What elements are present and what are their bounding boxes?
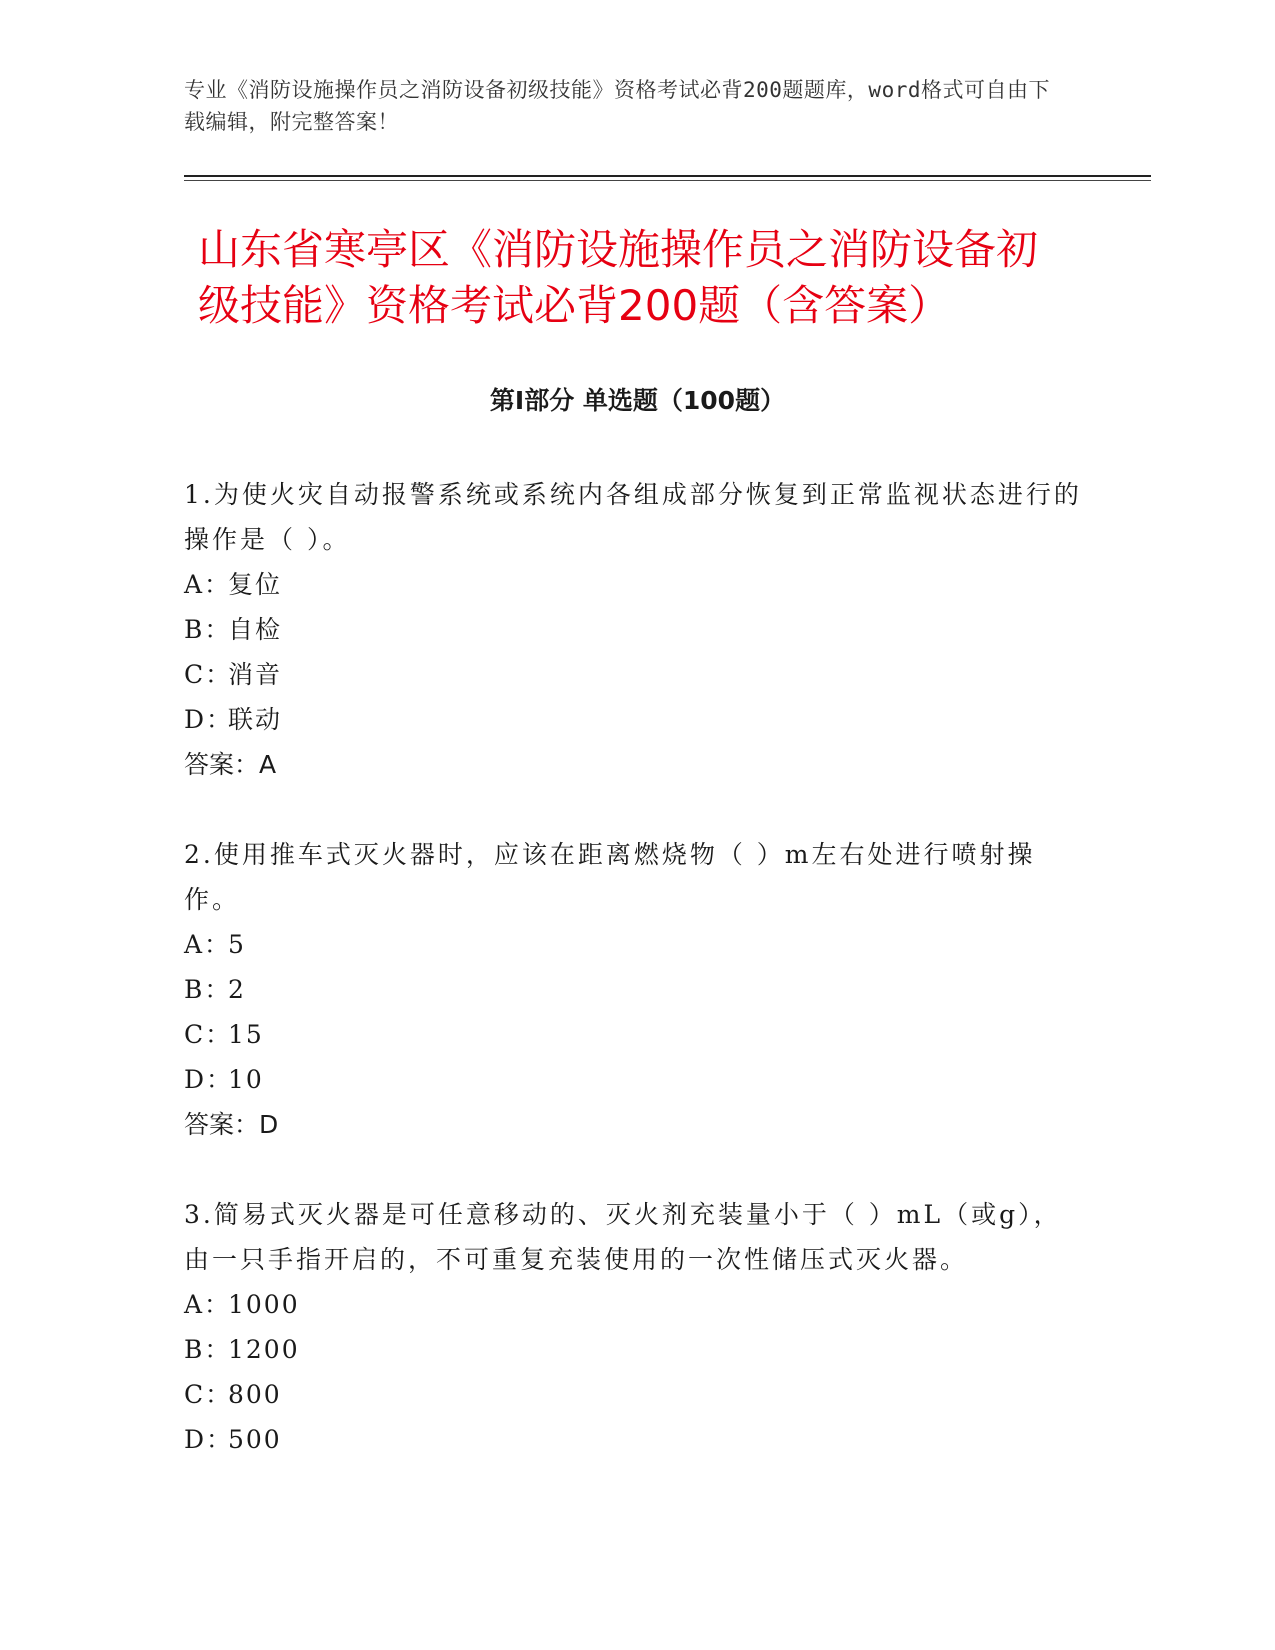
option-text: 1200 — [228, 1335, 300, 1364]
answer-value: D — [259, 1110, 279, 1139]
header-divider-thin — [184, 180, 1151, 181]
header-divider-thick — [184, 175, 1151, 177]
option-key: A： — [184, 1290, 232, 1319]
option-c — [184, 1012, 1084, 1057]
answer-value: A — [259, 750, 277, 779]
option-text: 15 — [228, 1020, 264, 1049]
option-text: 800 — [228, 1380, 282, 1409]
document-title: 山东省寒亭区《消防设施操作员之消防设备初级技能》资格考试必背200题（含答案） — [198, 225, 1039, 330]
question-stem: 2.使用推车式灭火器时，应该在距离燃烧物（ ）m左右处进行喷射操作。 — [184, 840, 1036, 914]
option-key: A： — [184, 570, 232, 599]
question-list — [184, 472, 1084, 1507]
option-d — [184, 697, 1084, 742]
option-d — [184, 1057, 1084, 1102]
option-text: 500 — [228, 1425, 282, 1454]
answer-label: 答案： — [184, 750, 260, 779]
question-1 — [184, 472, 1084, 787]
option-c — [184, 1372, 1084, 1417]
question-stem: 3.简易式灭火器是可任意移动的、灭火剂充装量小于（ ）mL（或g），由一只手指开启的，不可重复充装使用的一次性储压式灭火器。 — [184, 1200, 1062, 1274]
option-key: B： — [184, 615, 232, 644]
answer-label: 答案： — [184, 1110, 260, 1139]
question-stem: 1.为使火灾自动报警系统或系统内各组成部分恢复到正常监视状态进行的操作是（ ）。 — [184, 480, 1082, 554]
option-b — [184, 1327, 1084, 1372]
option-a — [184, 562, 1084, 607]
question-3 — [184, 1192, 1084, 1462]
option-c — [184, 652, 1084, 697]
option-key: A： — [184, 930, 232, 959]
option-key: C： — [184, 660, 233, 689]
option-text: 自检 — [228, 615, 283, 644]
option-key: D： — [184, 705, 234, 734]
option-text: 10 — [228, 1065, 264, 1094]
option-key: C： — [184, 1380, 233, 1409]
header-note: 专业《消防设施操作员之消防设备初级技能》资格考试必背200题题库，word格式可自由下载编辑，附完整答案！ — [184, 78, 1050, 134]
option-key: D： — [184, 1425, 234, 1454]
option-d — [184, 1417, 1084, 1462]
question-2 — [184, 832, 1084, 1147]
option-text: 1000 — [228, 1290, 300, 1319]
option-a — [184, 1282, 1084, 1327]
option-key: D： — [184, 1065, 234, 1094]
answer-line — [184, 1102, 1084, 1147]
option-key: B： — [184, 1335, 232, 1364]
section-title: 第Ⅰ部分 单选题（100题） — [489, 386, 786, 415]
option-text: 消音 — [228, 660, 283, 689]
option-text: 5 — [228, 930, 246, 959]
option-text: 联动 — [228, 705, 283, 734]
option-key: C： — [184, 1020, 233, 1049]
option-b — [184, 967, 1084, 1012]
option-a — [184, 922, 1084, 967]
option-b — [184, 607, 1084, 652]
option-text: 复位 — [228, 570, 283, 599]
option-text: 2 — [228, 975, 246, 1004]
answer-line — [184, 742, 1084, 787]
option-key: B： — [184, 975, 232, 1004]
